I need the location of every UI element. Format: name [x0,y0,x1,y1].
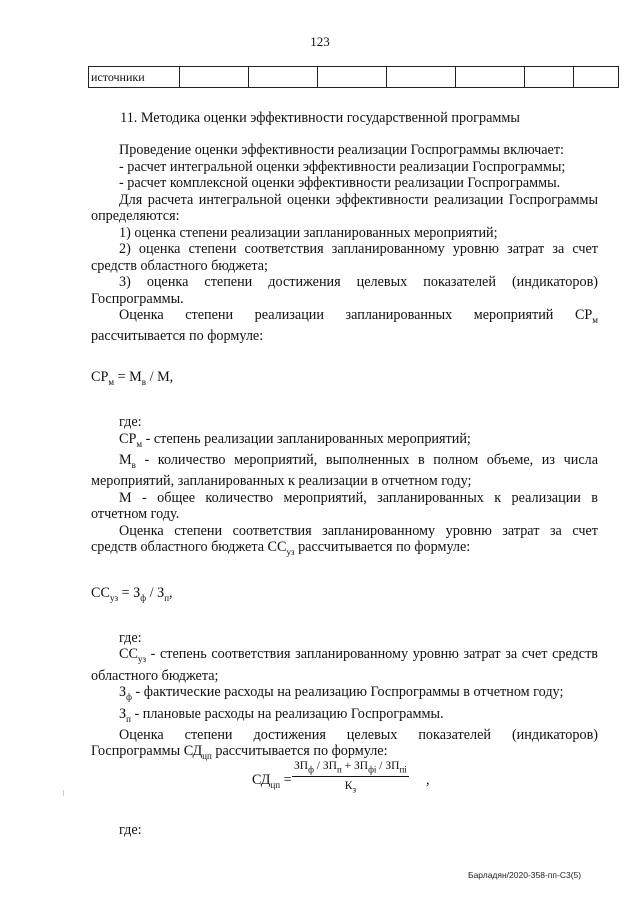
text: рассчитывается по формуле: [91,328,264,345]
table-cell-sources: источники [89,67,180,88]
table-cell [180,67,249,88]
subscript: п [164,592,170,603]
formula-comma: , [426,772,430,788]
footer-reference: Барладян/2020-358-пп-С3(5) [468,870,582,880]
text: М [119,451,132,468]
subscript: п [336,764,342,775]
table-row [89,67,619,88]
text: З [119,705,127,722]
text: З [119,684,127,701]
where-label: где: [119,629,142,646]
subscript: фi [368,764,377,775]
formula-text: / З [146,584,165,601]
fraction [292,760,409,795]
formula-text: К [344,780,353,793]
subscript: пi [399,764,407,775]
subscript: в [141,376,147,387]
formula-text: + ЗП [341,760,369,772]
subscript: цп [270,779,281,790]
definition [91,431,598,452]
subscript: уз [286,547,295,558]
continuation-table [88,66,619,88]
table-cell [525,67,574,88]
subscript: в [131,459,136,470]
subscript: уз [109,592,118,603]
where-label: где: [119,414,142,431]
subscript: м [108,376,115,387]
margin-mark [63,790,64,796]
subscript: ф [126,692,132,703]
definition [91,684,598,705]
definition [91,452,598,490]
formula-text: / ЗП [313,760,337,772]
subscript: ф [308,764,314,775]
list-item: 2) оценка степени соответствия запланированному уровню затрат за счет средств областного бюджета; [91,241,598,274]
where-label: где: [119,822,142,838]
formula-lhs [252,772,292,790]
paragraph: Для расчета интегральной оценки эффективности реализации Госпрограммы определяются: [91,191,598,224]
formula-text: = З [118,584,141,601]
formula-text: , [169,584,173,601]
definition [91,646,598,684]
list-item: - расчет интегральной оценки эффективности реализации Госпрограммы; [119,158,566,175]
text: Оценка степени достижения целевых показателей (индикаторов) Госпрограммы СД [91,726,598,760]
table-cell [456,67,525,88]
paragraph [91,307,598,345]
table-cell [574,67,619,88]
subscript: уз [137,654,146,665]
formula-text: = М [114,368,142,385]
formula-text: / ЗП [376,760,400,772]
definition [91,706,598,727]
text: - степень реализации запланированных мероприятий; [142,430,471,447]
text: - количество мероприятий, выполненных в полном объеме, из числа мероприятий, запланированных к реализации в отчетном году; [91,451,598,490]
table-cell [249,67,318,88]
text: Оценка степени реализации запланированных мероприятий СР [119,307,593,323]
list-item: 1) оценка степени реализации запланированных мероприятий; [119,224,498,241]
formula-text: ЗП [294,760,309,772]
subscript: з [352,784,356,795]
text: рассчитывается по формуле: [211,743,388,760]
subscript: м [136,438,143,449]
formula-text: СД [252,772,271,788]
text: СР [119,430,137,447]
formula-text: СР [91,368,109,385]
formula-text: СС [91,584,110,601]
formula-text: = [280,772,292,788]
list-item: 3) оценка степени достижения целевых показателей (индикаторов) Госпрограммы. [91,274,598,307]
section-title: 11. Методика оценки эффективности государственной программы [120,110,520,126]
page-number: 123 [310,34,330,49]
subscript: м [592,314,598,325]
subscript: ф [140,592,147,603]
table-cell [318,67,387,88]
text: СС [119,646,138,663]
paragraph [91,523,598,561]
document-body [91,142,598,765]
text: Оценка степени соответствия запланированному уровню затрат за счет средств областного бюджета СС [91,522,598,556]
fraction-numerator [292,760,409,777]
paragraph: Проведение оценки эффективности реализации Госпрограммы включает: [119,142,564,158]
formula-sr [91,369,598,390]
subscript: цп [202,751,212,762]
list-item: - расчет комплексной оценки эффективности реализации Госпрограммы. [119,175,561,191]
definition: М - общее количество мероприятий, запланированных к реализации в отчетном году. [91,489,598,523]
text: - плановые расходы на реализацию Госпрограммы. [130,705,444,722]
text: - степень соответствия запланированному уровню затрат за счет средств областного бюджета; [91,646,598,684]
text: - фактические расходы на реализацию Госпрограммы в отчетном году; [131,684,564,701]
text: рассчитывается по формуле: [294,539,471,556]
table-cell [387,67,456,88]
formula-text: / М, [146,368,174,385]
formula-ss [91,585,598,606]
subscript: п [126,713,131,724]
fraction-denominator [292,777,409,794]
